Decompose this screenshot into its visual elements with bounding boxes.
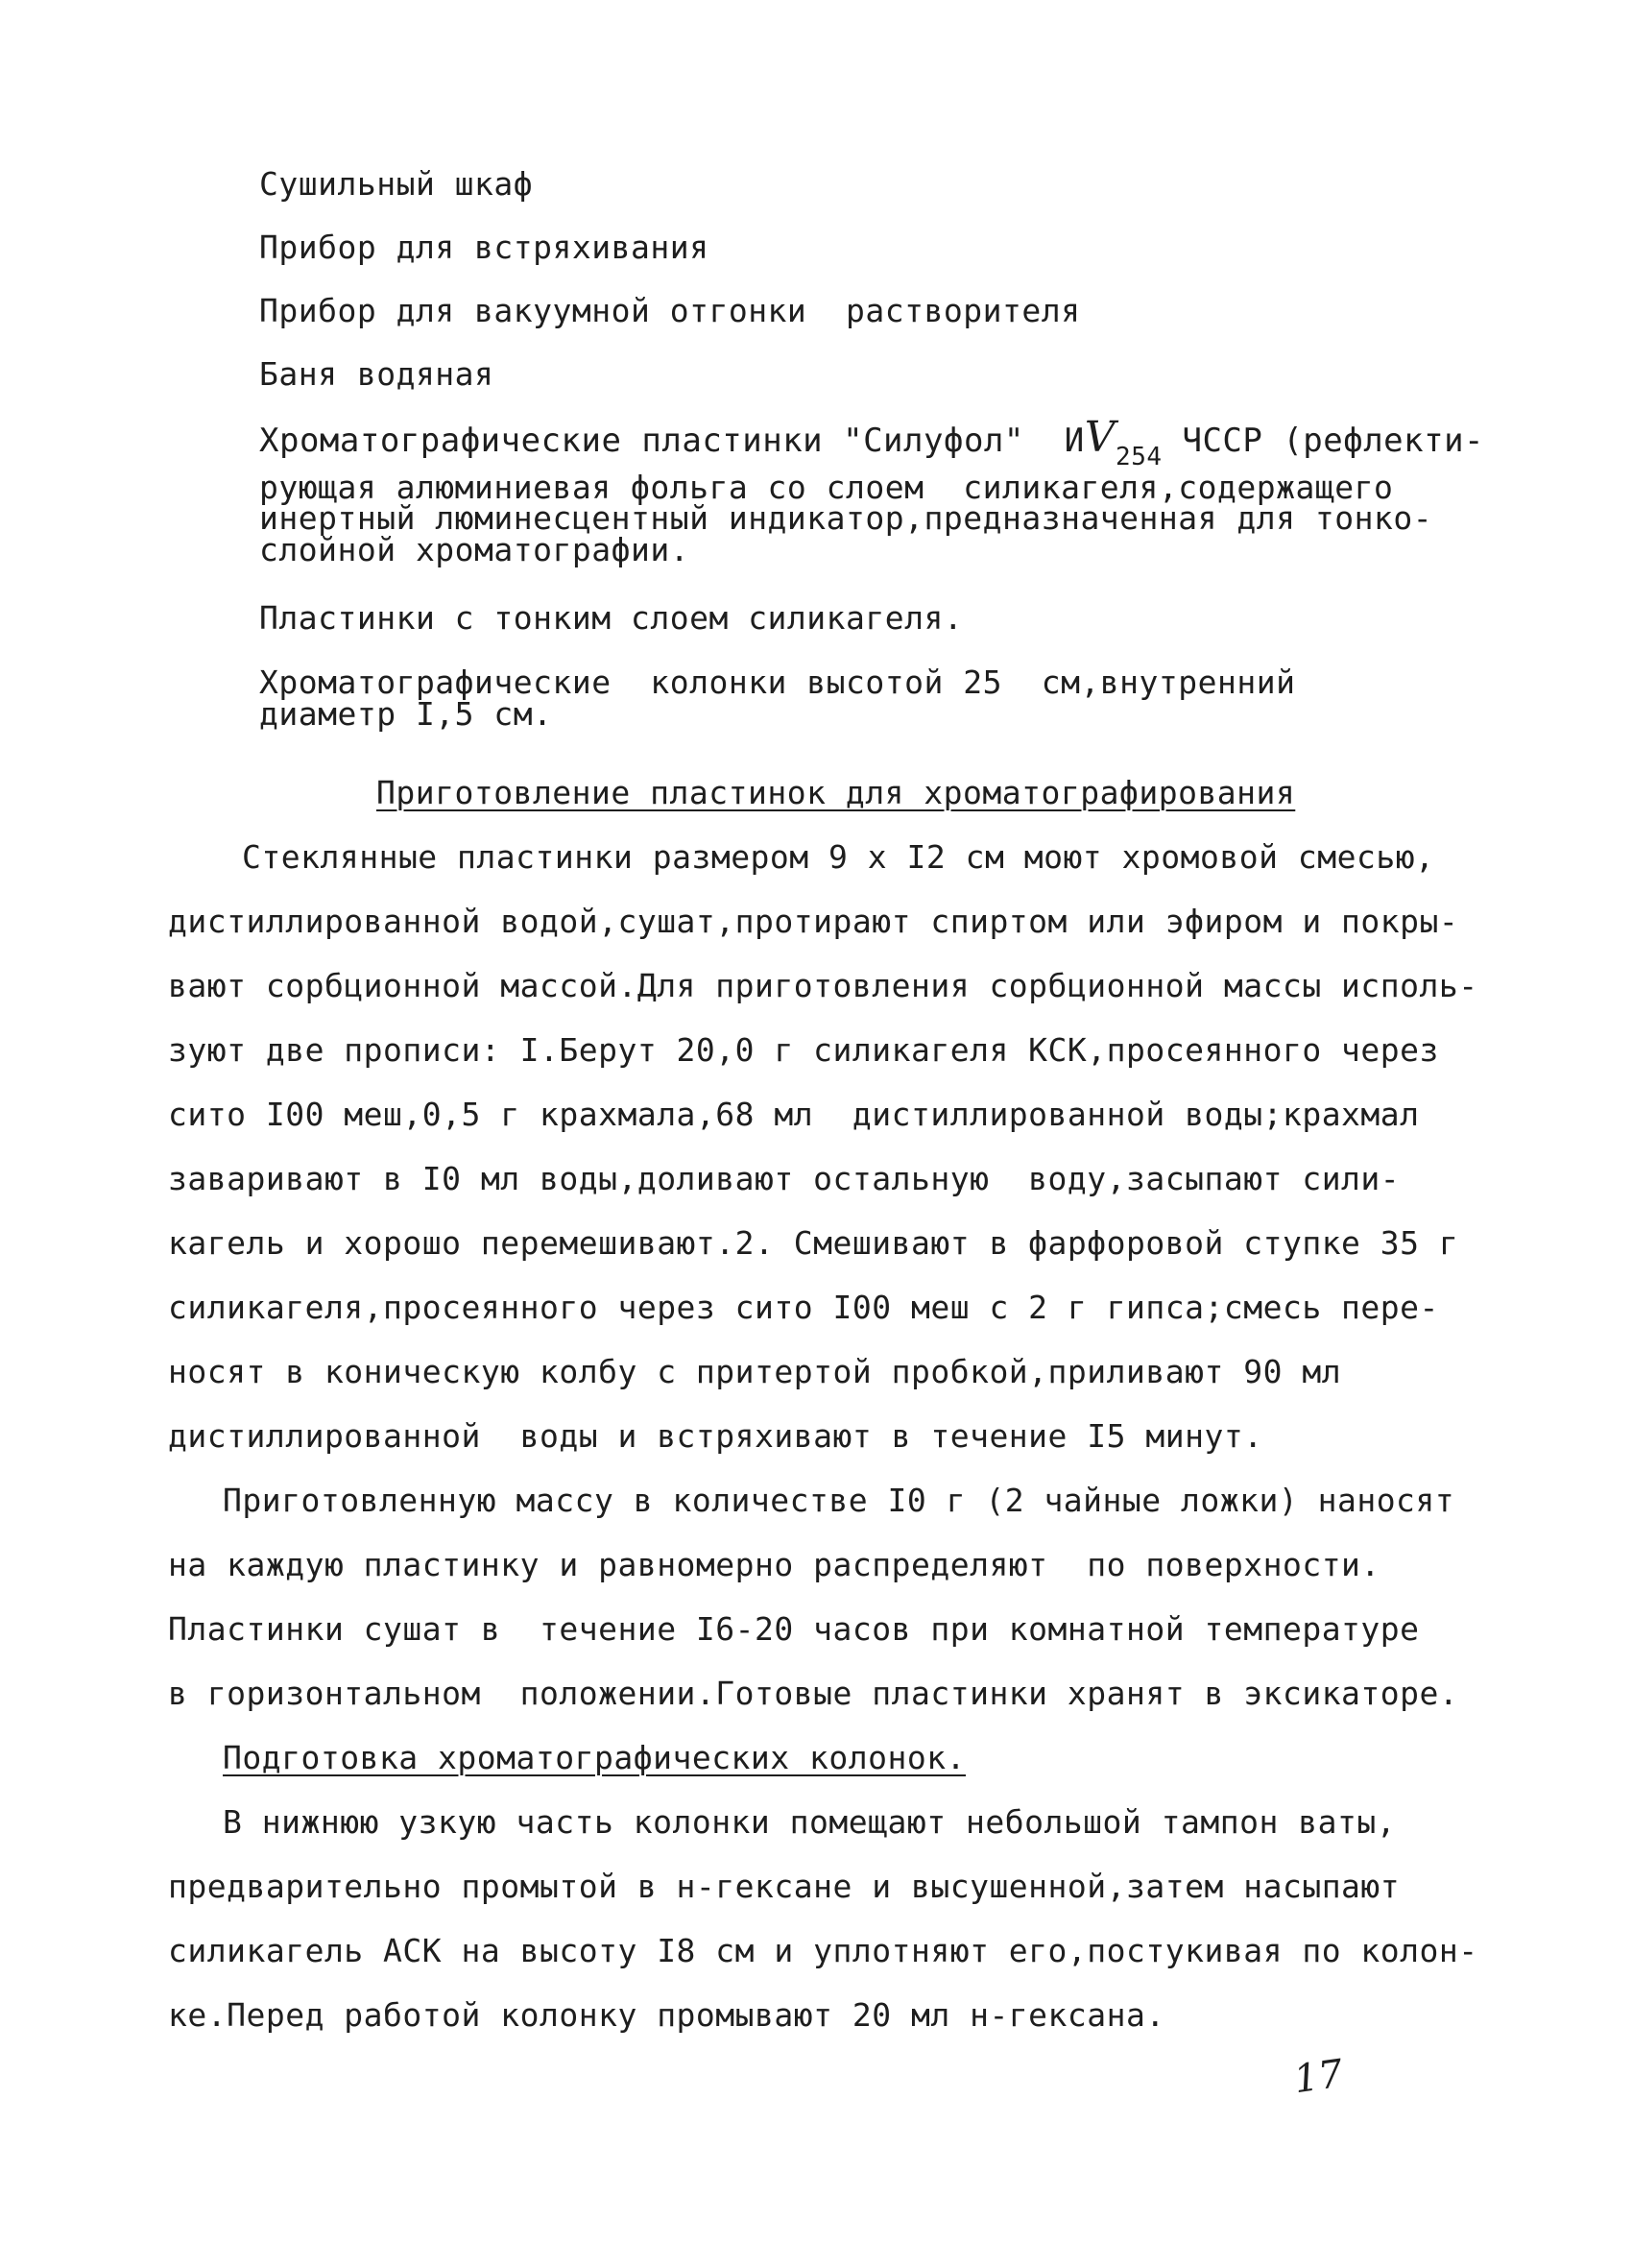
paragraph-line: Приготовленную массу в количестве I0 г (2 чайные ложки) наносят xyxy=(223,1482,1455,1519)
paragraph-line: сито I00 меш,0,5 г крахмала,68 мл дистиллированной воды;крахмал xyxy=(168,1096,1420,1133)
paragraph-line: на каждую пластинку и равномерно распределяют по поверхности. xyxy=(168,1546,1380,1583)
paragraph-line: ке.Перед работой колонку промывают 20 мл н-гексана. xyxy=(168,1996,1165,2034)
paragraph-line: заваривают в I0 мл воды,доливают остальную воду,засыпают сили- xyxy=(168,1160,1401,1197)
paragraph-line: Стеклянные пластинки размером 9 х I2 см моют хромовой смесью, xyxy=(242,838,1435,876)
section-heading-plates: Приготовление пластинок для хроматографирования xyxy=(376,774,1296,811)
silufol-line-2: рующая алюминиевая фольга со слоем силикагеля,содержащего xyxy=(259,469,1394,506)
paragraph-line: носят в коническую колбу с притертой пробкой,приливают 90 мл xyxy=(168,1353,1342,1390)
page-number: 17 xyxy=(1291,2051,1346,2103)
paragraph-line: в горизонтальном положении.Готовые пластинки хранят в эксикаторе. xyxy=(168,1675,1459,1712)
paragraph-line: силикагель АСК на высоту I8 см и уплотняют его,постукивая по колон- xyxy=(168,1932,1478,1969)
paragraph-line: зуют две прописи: I.Берут 20,0 г силикагеля КСК,просеянного через xyxy=(168,1031,1439,1069)
columns-line-1: Хроматографические колонки высотой 25 см,внутренний xyxy=(259,664,1296,701)
paragraph-line: предварительно промытой в н-гексане и высушенной,затем насыпают xyxy=(168,1868,1401,1905)
paragraph-line: Пластинки сушат в течение I6-20 часов при комнатной температуре xyxy=(168,1610,1420,1648)
columns-line-2: диаметр I,5 см. xyxy=(259,695,553,733)
section-heading-columns: Подготовка хроматографических колонок. xyxy=(223,1739,966,1776)
paragraph-line: вают сорбционной массой.Для приготовления сорбционной массы исполь- xyxy=(168,967,1478,1004)
equipment-item: Сушильный шкаф xyxy=(259,165,534,203)
silufol-line-3: инертный люминесцентный индикатор,предназначенная для тонко- xyxy=(259,499,1433,537)
paragraph-line: дистиллированной водой,сушат,протирают спиртом или эфиром и покры- xyxy=(168,903,1459,940)
equipment-item: Прибор для встряхивания xyxy=(259,229,709,266)
v-subscript: 254 xyxy=(1116,443,1163,471)
paragraph-line: кагель и хорошо перемешивают.2. Смешивают в фарфоровой ступке 35 г xyxy=(168,1224,1459,1262)
equipment-item: Прибор для вакуумной отгонки растворителя xyxy=(259,292,1081,329)
paragraph-line: силикагеля,просеянного через сито I00 меш с 2 г гипса;смесь пере- xyxy=(168,1289,1439,1326)
plates-thin-layer: Пластинки с тонким слоем силикагеля. xyxy=(259,599,964,637)
silufol-line-1 xyxy=(259,413,1485,471)
silufol-text-after: ЧССР (рефлекти- xyxy=(1162,422,1485,460)
equipment-item: Баня водяная xyxy=(259,355,494,393)
silufol-text-before: Хроматографические пластинки "Силуфол" И xyxy=(259,422,1085,460)
paragraph-line: дистиллированной воды и встряхивают в течение I5 минут. xyxy=(168,1417,1263,1455)
paragraph-line: В нижнюю узкую часть колонки помещают небольшой тампон ваты, xyxy=(223,1803,1397,1841)
silufol-line-4: слойной хроматографии. xyxy=(259,531,690,568)
v-symbol: V xyxy=(1084,413,1116,462)
